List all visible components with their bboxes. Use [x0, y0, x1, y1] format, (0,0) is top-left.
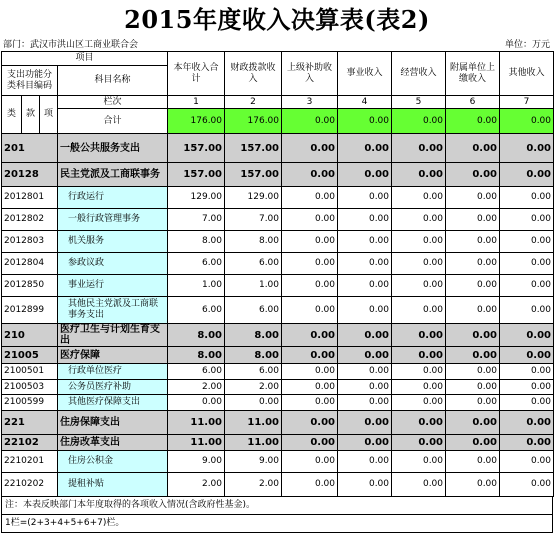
- row-value-3: 0.00: [282, 209, 338, 231]
- row-value-1: 157.00: [168, 134, 225, 163]
- row-value-4: 0.00: [338, 347, 392, 364]
- row-value-3: 0.00: [282, 275, 338, 297]
- row-code: 2210202: [2, 473, 58, 497]
- row-name: 公务员医疗补助: [58, 380, 168, 395]
- row-value-4: 0.00: [338, 134, 392, 163]
- row-code: 2012803: [2, 231, 58, 253]
- row-value-2: 9.00: [225, 451, 282, 473]
- row-value-7: 0.00: [500, 209, 554, 231]
- table-row: [2, 275, 554, 297]
- row-value-5: 0.00: [392, 395, 446, 411]
- row-value-1: 6.00: [168, 364, 225, 380]
- row-name: 住房公积金: [58, 451, 168, 473]
- table-row: [2, 380, 554, 395]
- row-value-2: 11.00: [225, 411, 282, 435]
- row-value-4: 0.00: [338, 364, 392, 380]
- row-value-3: 0.00: [282, 451, 338, 473]
- row-value-3: 0.00: [282, 380, 338, 395]
- page-title: 2015年度收入决算表(表2): [124, 5, 430, 34]
- row-name: 事业运行: [58, 275, 168, 297]
- row-value-1: 9.00: [168, 451, 225, 473]
- row-value-7: 0.00: [500, 347, 554, 364]
- row-value-1: 8.00: [168, 347, 225, 364]
- col-number-1: 1: [168, 96, 225, 109]
- row-value-4: 0.00: [338, 253, 392, 275]
- row-name: 医疗保障: [58, 347, 168, 364]
- table-row: [2, 231, 554, 253]
- row-name: 提租补贴: [58, 473, 168, 497]
- table-row: [2, 364, 554, 380]
- department-label: 部门：武汉市洪山区工商业联合会: [3, 40, 139, 50]
- table-row: [2, 435, 554, 451]
- row-value-2: 7.00: [225, 209, 282, 231]
- row-value-1: 1.00: [168, 275, 225, 297]
- row-name: 住房保障支出: [58, 411, 168, 435]
- row-value-3: 0.00: [282, 187, 338, 209]
- table-row: [2, 395, 554, 411]
- row-value-2: 8.00: [225, 347, 282, 364]
- row-name: 医疗卫生与计划生育支出: [58, 324, 168, 347]
- row-value-5: 0.00: [392, 324, 446, 347]
- row-value-4: 0.00: [338, 187, 392, 209]
- row-value-7: 0.00: [500, 411, 554, 435]
- total-value-1: 176.00: [168, 109, 225, 134]
- row-value-2: 1.00: [225, 275, 282, 297]
- row-value-6: 0.00: [446, 364, 500, 380]
- table-row: [2, 324, 554, 347]
- row-value-5: 0.00: [392, 187, 446, 209]
- row-value-5: 0.00: [392, 231, 446, 253]
- col-number-4: 4: [338, 96, 392, 109]
- footnote-2: 1栏=(2+3+4+5+6+7)栏。: [1, 515, 553, 533]
- row-value-1: 2.00: [168, 380, 225, 395]
- unit-label: 单位：万元: [504, 40, 550, 50]
- row-value-5: 0.00: [392, 364, 446, 380]
- row-value-6: 0.00: [446, 347, 500, 364]
- row-value-2: 6.00: [225, 253, 282, 275]
- row-value-6: 0.00: [446, 380, 500, 395]
- row-value-5: 0.00: [392, 297, 446, 324]
- row-value-4: 0.00: [338, 451, 392, 473]
- row-value-7: 0.00: [500, 364, 554, 380]
- row-value-4: 0.00: [338, 395, 392, 411]
- row-value-7: 0.00: [500, 163, 554, 187]
- row-value-3: 0.00: [282, 411, 338, 435]
- row-value-1: 7.00: [168, 209, 225, 231]
- row-value-4: 0.00: [338, 231, 392, 253]
- row-value-7: 0.00: [500, 134, 554, 163]
- row-value-1: 129.00: [168, 187, 225, 209]
- table-row: [2, 347, 554, 364]
- row-value-2: 157.00: [225, 134, 282, 163]
- row-value-2: 129.00: [225, 187, 282, 209]
- row-value-6: 0.00: [446, 187, 500, 209]
- row-value-5: 0.00: [392, 347, 446, 364]
- row-value-2: 0.00: [225, 395, 282, 411]
- row-value-6: 0.00: [446, 275, 500, 297]
- row-value-5: 0.00: [392, 209, 446, 231]
- row-value-6: 0.00: [446, 134, 500, 163]
- table-row: [2, 451, 554, 473]
- row-value-3: 0.00: [282, 163, 338, 187]
- table-row: [2, 163, 554, 187]
- row-value-6: 0.00: [446, 473, 500, 497]
- row-name: 参政议政: [58, 253, 168, 275]
- col-number-5: 5: [392, 96, 446, 109]
- row-value-3: 0.00: [282, 297, 338, 324]
- row-value-3: 0.00: [282, 324, 338, 347]
- header-col-7: 其他收入: [500, 52, 554, 96]
- row-value-6: 0.00: [446, 297, 500, 324]
- header-xiang: 项: [40, 96, 58, 134]
- row-value-1: 8.00: [168, 231, 225, 253]
- table-row: [2, 187, 554, 209]
- row-value-5: 0.00: [392, 473, 446, 497]
- row-value-5: 0.00: [392, 253, 446, 275]
- row-value-2: 157.00: [225, 163, 282, 187]
- row-name: 其他医疗保障支出: [58, 395, 168, 411]
- row-value-6: 0.00: [446, 209, 500, 231]
- table-row: [2, 473, 554, 497]
- header-class-code: 支出功能分类科目编码: [2, 66, 58, 96]
- row-value-5: 0.00: [392, 451, 446, 473]
- row-value-6: 0.00: [446, 163, 500, 187]
- row-value-3: 0.00: [282, 134, 338, 163]
- row-value-7: 0.00: [500, 297, 554, 324]
- table-row: [2, 411, 554, 435]
- header-col-5: 经营收入: [392, 52, 446, 96]
- total-label: 合计: [58, 109, 168, 134]
- row-value-6: 0.00: [446, 253, 500, 275]
- row-value-7: 0.00: [500, 253, 554, 275]
- row-value-6: 0.00: [446, 411, 500, 435]
- header-col-2: 财政拨款收入: [225, 52, 282, 96]
- row-value-5: 0.00: [392, 380, 446, 395]
- col-number-2: 2: [225, 96, 282, 109]
- row-code: 2012802: [2, 209, 58, 231]
- row-value-3: 0.00: [282, 395, 338, 411]
- row-value-5: 0.00: [392, 134, 446, 163]
- row-value-3: 0.00: [282, 253, 338, 275]
- row-value-7: 0.00: [500, 451, 554, 473]
- col-number-3: 3: [282, 96, 338, 109]
- footnote-1: 注：本表反映部门本年度取得的各项收入情况(含政府性基金)。: [1, 497, 553, 515]
- row-name: 机关服务: [58, 231, 168, 253]
- row-value-4: 0.00: [338, 473, 392, 497]
- row-value-1: 8.00: [168, 324, 225, 347]
- row-value-7: 0.00: [500, 324, 554, 347]
- row-value-5: 0.00: [392, 275, 446, 297]
- row-value-6: 0.00: [446, 451, 500, 473]
- total-value-5: 0.00: [392, 109, 446, 134]
- row-value-6: 0.00: [446, 324, 500, 347]
- row-name: 民主党派及工商联事务: [58, 163, 168, 187]
- row-value-4: 0.00: [338, 209, 392, 231]
- row-code: 2100503: [2, 380, 58, 395]
- row-value-4: 0.00: [338, 324, 392, 347]
- row-name: 行政运行: [58, 187, 168, 209]
- row-value-6: 0.00: [446, 435, 500, 451]
- row-value-2: 2.00: [225, 380, 282, 395]
- row-value-6: 0.00: [446, 231, 500, 253]
- col-number-6: 6: [446, 96, 500, 109]
- row-value-4: 0.00: [338, 297, 392, 324]
- table-row: [2, 134, 554, 163]
- row-value-5: 0.00: [392, 411, 446, 435]
- row-code: 2210201: [2, 451, 58, 473]
- row-value-4: 0.00: [338, 163, 392, 187]
- row-value-2: 8.00: [225, 324, 282, 347]
- total-value-6: 0.00: [446, 109, 500, 134]
- row-value-7: 0.00: [500, 395, 554, 411]
- row-value-4: 0.00: [338, 435, 392, 451]
- header-col-4: 事业收入: [338, 52, 392, 96]
- row-value-7: 0.00: [500, 473, 554, 497]
- row-name: 一般行政管理事务: [58, 209, 168, 231]
- income-table: [1, 51, 554, 497]
- row-code: 21005: [2, 347, 58, 364]
- row-code: 210: [2, 324, 58, 347]
- row-value-1: 11.00: [168, 411, 225, 435]
- row-value-7: 0.00: [500, 435, 554, 451]
- row-code: 2100501: [2, 364, 58, 380]
- row-value-2: 6.00: [225, 364, 282, 380]
- row-value-1: 157.00: [168, 163, 225, 187]
- row-value-5: 0.00: [392, 435, 446, 451]
- row-name: 住房改革支出: [58, 435, 168, 451]
- row-value-3: 0.00: [282, 473, 338, 497]
- total-value-4: 0.00: [338, 109, 392, 134]
- row-value-2: 2.00: [225, 473, 282, 497]
- header-subject-name: 科目名称: [58, 66, 168, 96]
- row-code: 2012801: [2, 187, 58, 209]
- row-code: 2100599: [2, 395, 58, 411]
- row-value-3: 0.00: [282, 435, 338, 451]
- total-value-2: 176.00: [225, 109, 282, 134]
- header-col-order: 栏次: [58, 96, 168, 109]
- total-value-7: 0.00: [500, 109, 554, 134]
- row-value-4: 0.00: [338, 411, 392, 435]
- row-value-1: 2.00: [168, 473, 225, 497]
- table-row: [2, 297, 554, 324]
- row-value-2: 8.00: [225, 231, 282, 253]
- row-value-7: 0.00: [500, 380, 554, 395]
- table-row: [2, 209, 554, 231]
- row-value-7: 0.00: [500, 275, 554, 297]
- row-value-1: 0.00: [168, 395, 225, 411]
- row-value-1: 11.00: [168, 435, 225, 451]
- row-value-3: 0.00: [282, 347, 338, 364]
- row-value-6: 0.00: [446, 395, 500, 411]
- header-col-1: 本年收入合计: [168, 52, 225, 96]
- row-code: 22102: [2, 435, 58, 451]
- row-value-4: 0.00: [338, 380, 392, 395]
- row-value-7: 0.00: [500, 231, 554, 253]
- row-value-7: 0.00: [500, 187, 554, 209]
- row-value-2: 11.00: [225, 435, 282, 451]
- row-code: 20128: [2, 163, 58, 187]
- row-code: 2012899: [2, 297, 58, 324]
- header-col-6: 附属单位上缴收入: [446, 52, 500, 96]
- row-code: 201: [2, 134, 58, 163]
- col-number-7: 7: [500, 96, 554, 109]
- header-item: 项目: [2, 52, 168, 66]
- row-code: 2012804: [2, 253, 58, 275]
- row-name: 其他民主党派及工商联事务支出: [58, 297, 168, 324]
- row-code: 2012850: [2, 275, 58, 297]
- row-value-2: 6.00: [225, 297, 282, 324]
- table-row: [2, 253, 554, 275]
- total-value-3: 0.00: [282, 109, 338, 134]
- row-value-3: 0.00: [282, 231, 338, 253]
- header-kuan: 款: [22, 96, 40, 134]
- row-name: 一般公共服务支出: [58, 134, 168, 163]
- row-value-4: 0.00: [338, 275, 392, 297]
- row-name: 行政单位医疗: [58, 364, 168, 380]
- row-value-1: 6.00: [168, 297, 225, 324]
- row-value-1: 6.00: [168, 253, 225, 275]
- row-value-5: 0.00: [392, 163, 446, 187]
- row-value-3: 0.00: [282, 364, 338, 380]
- row-code: 221: [2, 411, 58, 435]
- header-lei: 类: [2, 96, 22, 134]
- header-col-3: 上级补助收入: [282, 52, 338, 96]
